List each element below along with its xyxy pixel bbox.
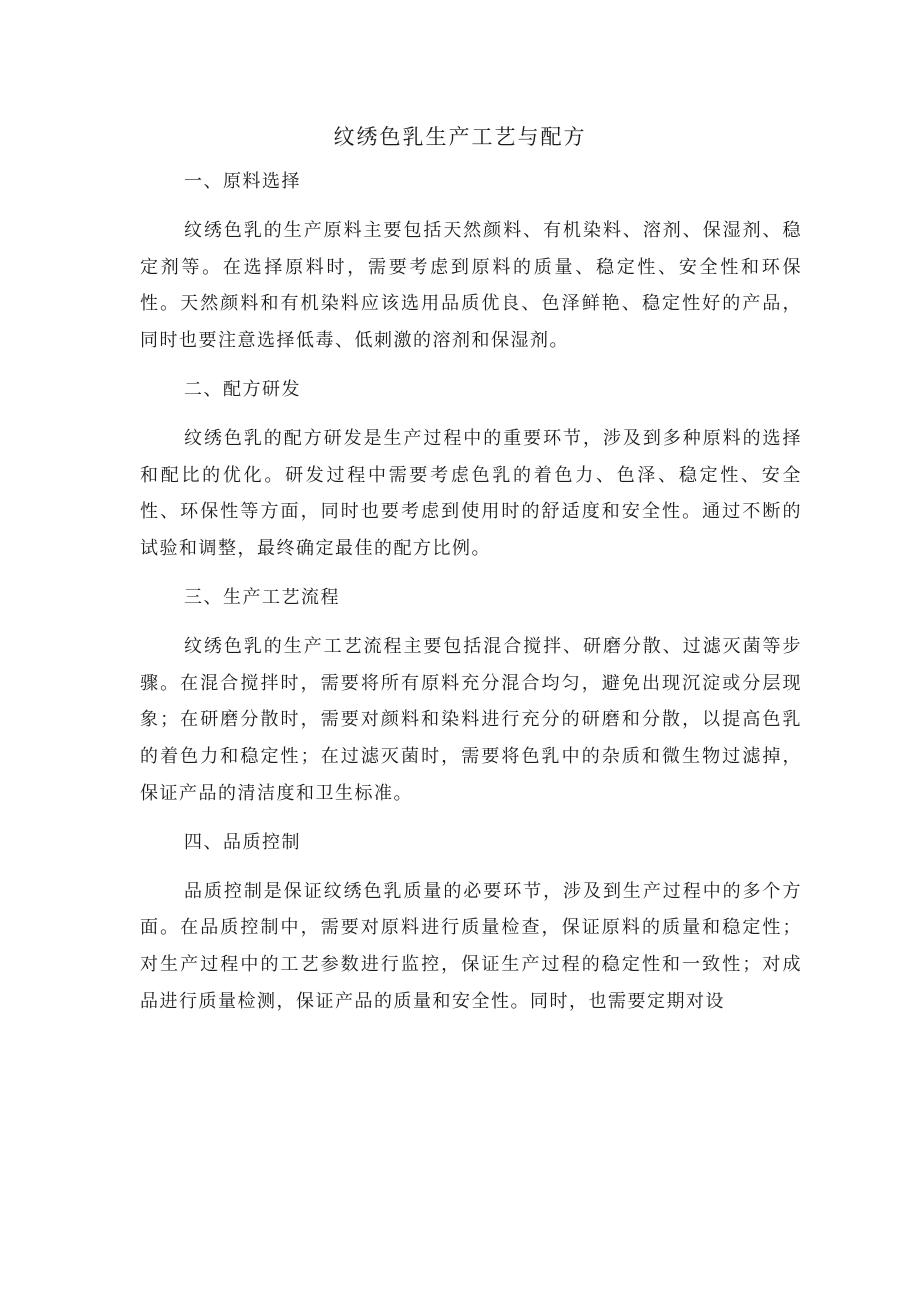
section-paragraph-quality-control: 品质控制是保证纹绣色乳质量的必要环节，涉及到生产过程中的多个方面。在品质控制中，需要对原料进行质量检查，保证原料的质量和稳定性；对生产过程中的工艺参数进行监控，保证生产过程的稳定性和一致性；对成品进行质量检测，保证产品的质量和安全性。同时，也需要定期对设 (140, 880, 802, 1012)
section-paragraph-raw-materials: 纹绣色乳的生产原料主要包括天然颜料、有机染料、溶剂、保湿剂、稳定剂等。在选择原料时，需要考虑到原料的质量、稳定性、安全性和环保性。天然颜料和有机染料应该选用品质优良、色泽鲜艳、稳定性好的产品，同时也要注意选择低毒、低刺激的溶剂和保湿剂。 (140, 219, 802, 352)
page-title: 纹绣色乳生产工艺与配方 (333, 125, 587, 149)
section-heading-raw-materials: 一、原料选择 (184, 171, 301, 192)
section-paragraph-formula-development: 纹绣色乳的配方研发是生产过程中的重要环节，涉及到多种原料的选择和配比的优化。研发过程中需要考虑色乳的着色力、色泽、稳定性、安全性、环保性等方面，同时也要考虑到使用时的舒适度和安全性。通过不断的试验和调整，最终确定最佳的配方比例。 (140, 427, 802, 560)
section-heading-formula-development: 二、配方研发 (184, 378, 301, 400)
section-heading-quality-control: 四、品质控制 (184, 831, 301, 853)
section-heading-production-process: 三、生产工艺流程 (184, 586, 340, 608)
document-body (140, 164, 802, 1033)
section-paragraph-production-process: 纹绣色乳的生产工艺流程主要包括混合搅拌、研磨分散、过滤灭菌等步骤。在混合搅拌时，需要将所有原料充分混合均匀，避免出现沉淀或分层现象；在研磨分散时，需要对颜料和染料进行充分的研磨和分散，以提高色乳的着色力和稳定性；在过滤灭菌时，需要将色乳中的杂质和微生物过滤掉，保证产品的清洁度和卫生标准。 (140, 635, 802, 804)
